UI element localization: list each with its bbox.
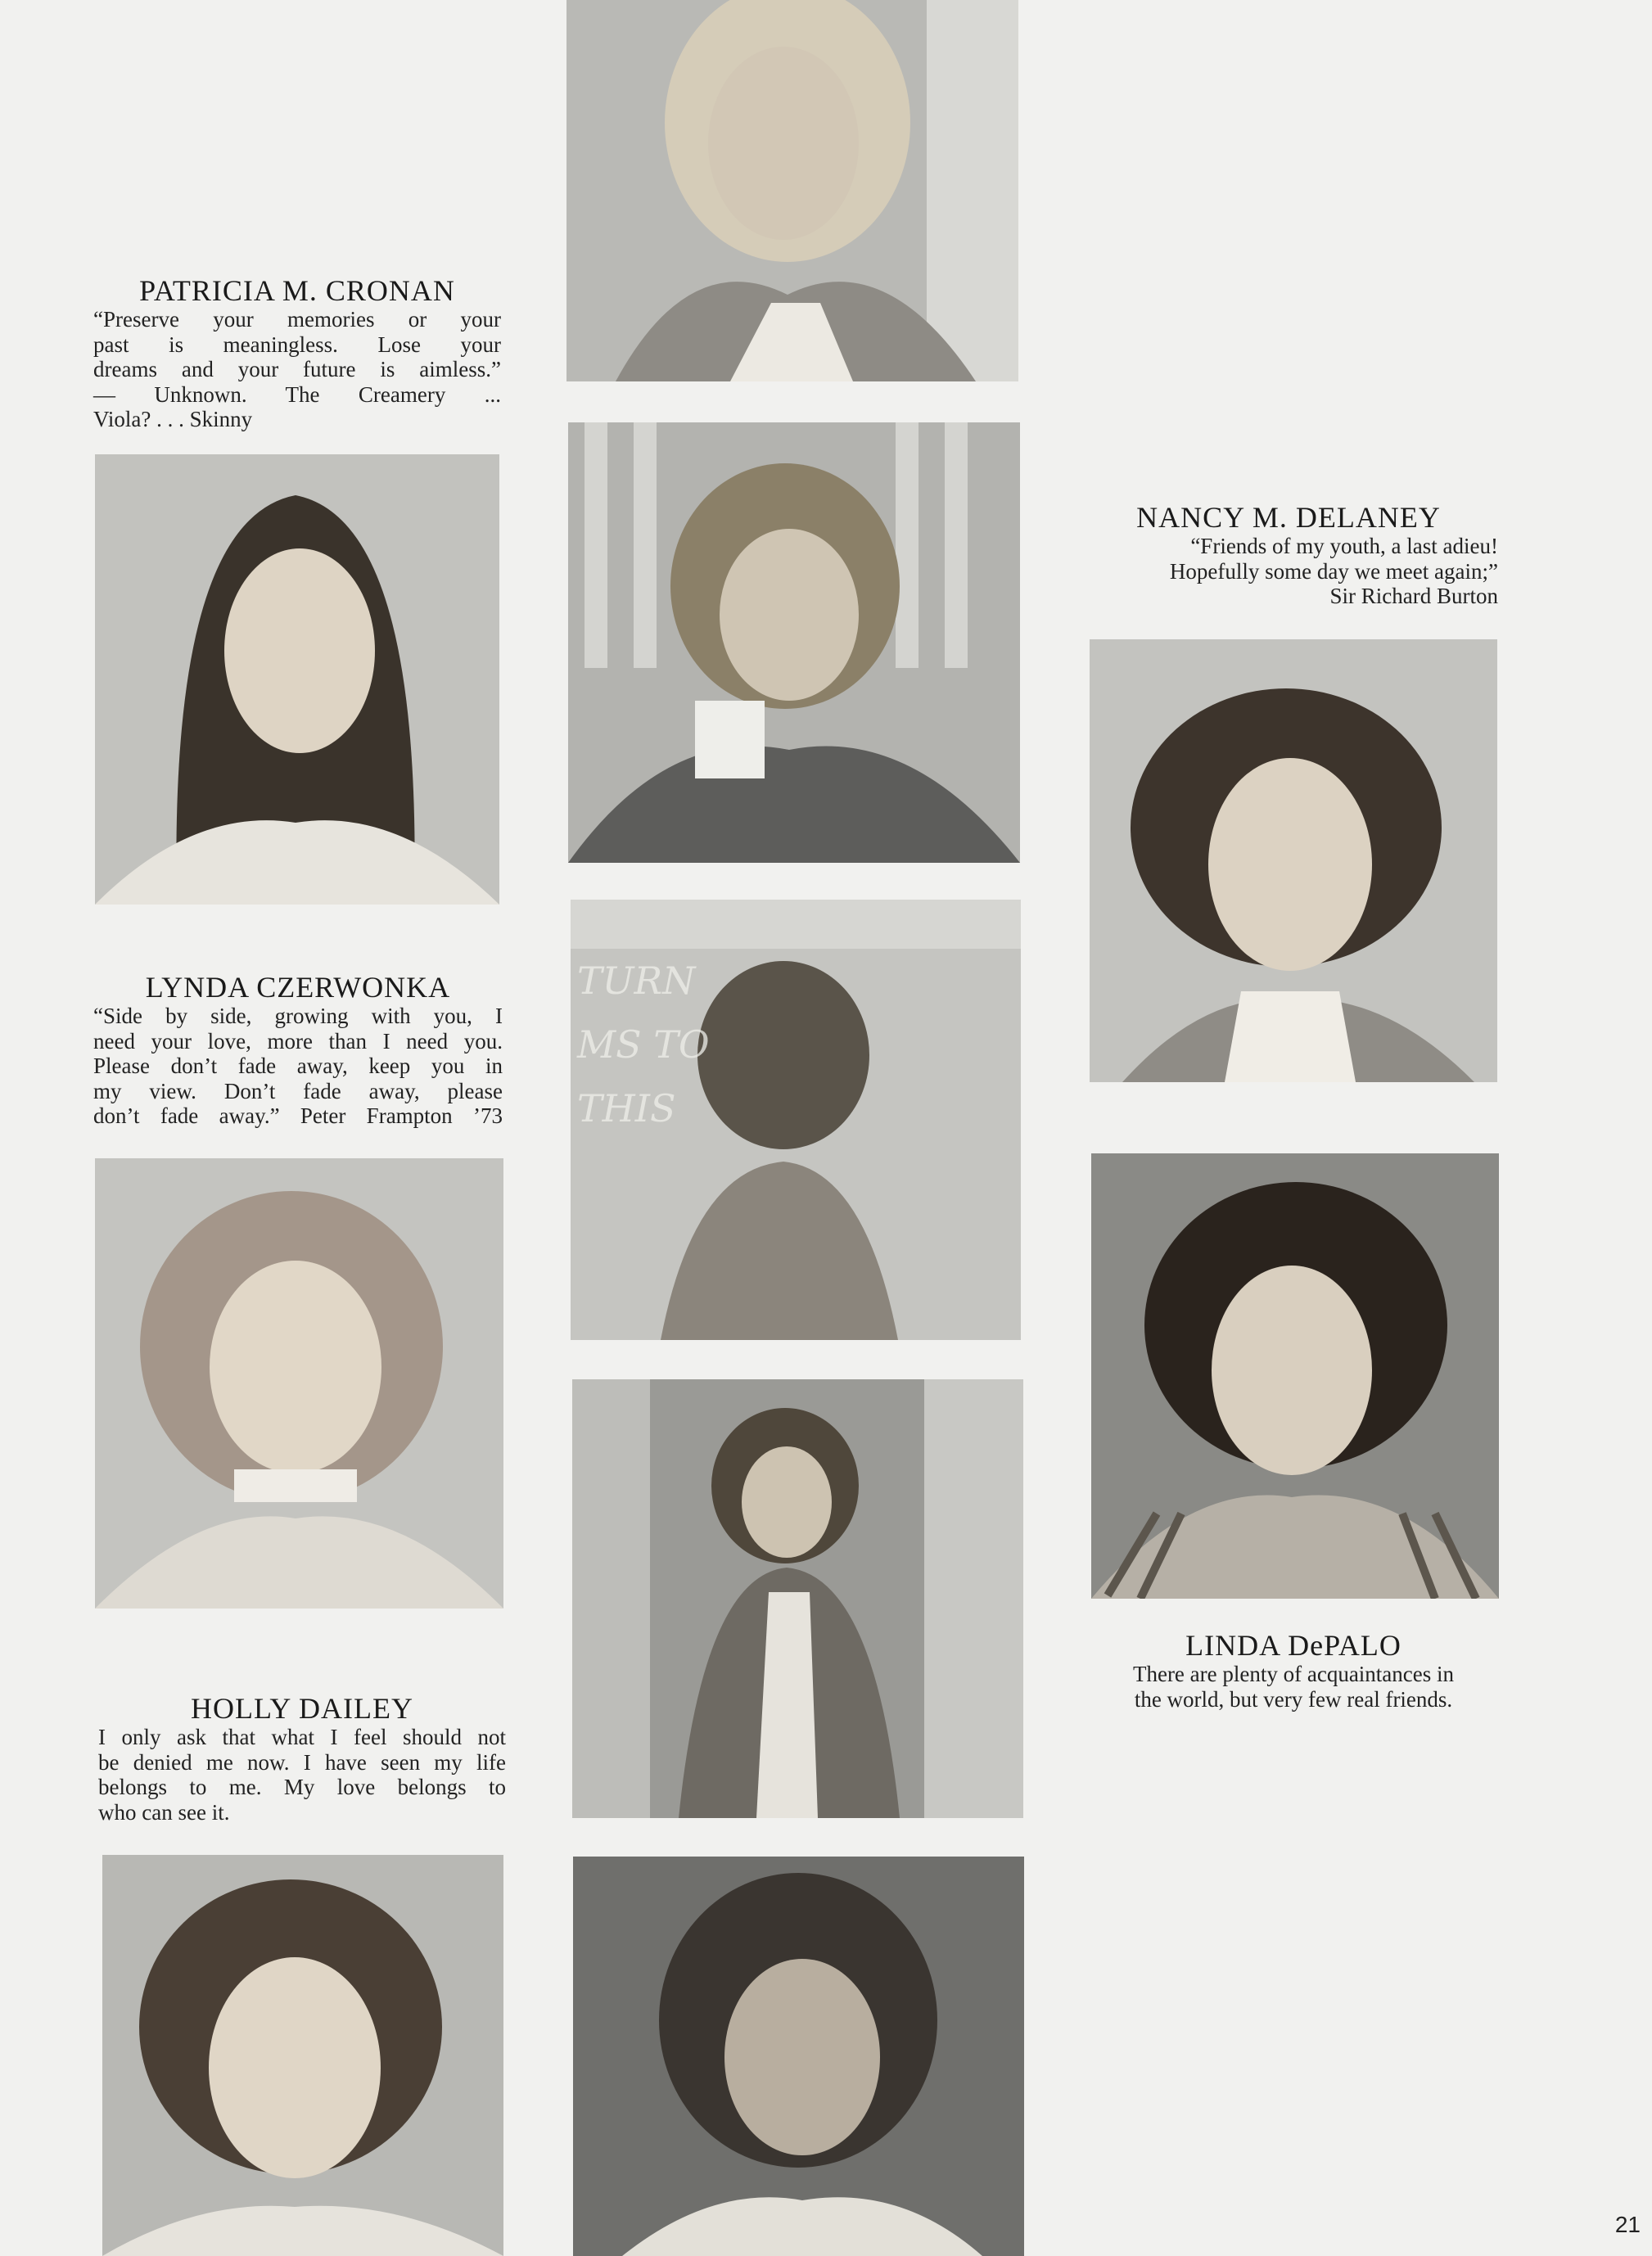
portrait-nancy-delaney xyxy=(1090,639,1497,1082)
chalkboard-line: TURN xyxy=(577,959,696,1003)
portrait-holly-dailey xyxy=(102,1855,503,2256)
chalkboard-line: THIS xyxy=(577,1086,676,1130)
quote-line: Please don’t fade away, keep you in xyxy=(93,1054,503,1078)
senior-name: LYNDA CZERWONKA xyxy=(145,971,451,1004)
senior-name: HOLLY DAILEY xyxy=(191,1692,413,1725)
quote-line: I only ask that what I feel should not xyxy=(98,1725,506,1749)
candid-photo-cup xyxy=(568,422,1020,863)
candid-photo-chalkboard xyxy=(571,900,1021,1340)
quote-line: dreams and your future is aimless.” xyxy=(93,357,501,381)
quote-line: be denied me now. I have seen my life xyxy=(98,1749,506,1775)
quote-line: past is meaningless. Lose your xyxy=(93,332,501,357)
senior-entry-nancy-delaney xyxy=(1079,501,1498,609)
quote-line: “Side by side, growing with you, I xyxy=(93,1004,503,1028)
portrait-patricia-cronan xyxy=(95,454,499,905)
senior-name: NANCY M. DELANEY xyxy=(1136,501,1441,534)
quote-line: my view. Don’t fade away, please xyxy=(93,1078,503,1103)
quote-line: There are plenty of acquaintances in xyxy=(1132,1662,1455,1686)
quote-line: the world, but very few real friends. xyxy=(1134,1686,1453,1712)
quote-line: who can see it. xyxy=(98,1799,230,1825)
portrait-lynda-czerwonka xyxy=(95,1158,503,1609)
quote-line: need your love, more than I need you. xyxy=(93,1028,503,1054)
senior-name: LINDA DePALO xyxy=(1185,1629,1401,1662)
senior-quote xyxy=(1085,1662,1502,1712)
portrait-linda-depalo xyxy=(1091,1153,1499,1599)
quote-line: Hopefully some day we meet again;” xyxy=(1169,558,1498,584)
senior-quote xyxy=(98,1725,506,1825)
senior-quote xyxy=(93,1004,503,1129)
candid-photo-top xyxy=(566,0,1018,381)
quote-line: belongs to me. My love belongs to xyxy=(98,1775,506,1799)
quote-line: don’t fade away.” Peter Frampton ’73 xyxy=(93,1103,503,1128)
senior-entry-linda-depalo xyxy=(1085,1629,1502,1712)
senior-entry-holly-dailey xyxy=(98,1692,506,1825)
quote-line: — Unknown. The Creamery ... xyxy=(93,381,501,407)
chalkboard-line: MS TO xyxy=(577,1022,710,1067)
quote-line: Sir Richard Burton xyxy=(1329,584,1498,608)
senior-quote xyxy=(93,307,501,432)
page-number: 21 xyxy=(1614,2212,1641,2237)
quote-line: “Preserve your memories or your xyxy=(93,307,501,332)
senior-name: PATRICIA M. CRONAN xyxy=(139,274,455,307)
senior-entry-lynda-czerwonka xyxy=(93,971,503,1129)
quote-line: Viola? . . . Skinny xyxy=(93,407,253,431)
senior-entry-patricia-cronan xyxy=(93,274,501,432)
chalkboard-writing xyxy=(577,949,710,1140)
candid-photo-lockers xyxy=(572,1379,1023,1818)
quote-line: “Friends of my youth, a last adieu! xyxy=(1190,534,1498,558)
senior-quote xyxy=(1079,534,1498,609)
candid-photo-bottom xyxy=(573,1857,1024,2256)
